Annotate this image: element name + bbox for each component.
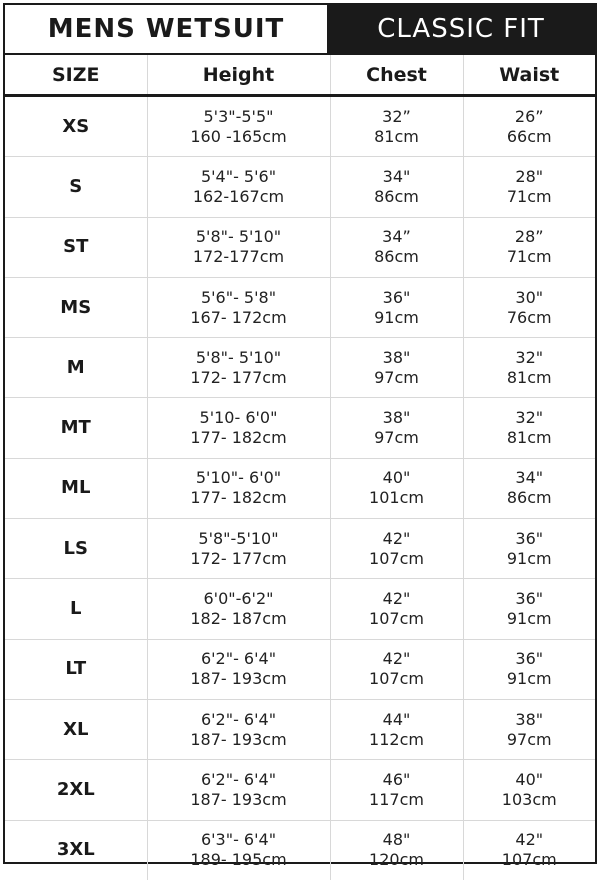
waist-centimeters: 91cm [506, 669, 552, 689]
height-inches: 5'8"-5'10" [198, 528, 279, 548]
waist-centimeters: 81cm [506, 428, 552, 448]
waist-inches: 26” [514, 106, 544, 126]
table-row [5, 338, 595, 398]
size-label: S [69, 175, 83, 197]
waist-inches: 40" [515, 769, 544, 789]
chest-centimeters: 101cm [369, 488, 424, 508]
height-centimeters: 177- 182cm [190, 488, 287, 508]
chest-centimeters: 107cm [369, 548, 424, 568]
chest-cell [330, 639, 463, 699]
size-cell [5, 760, 147, 820]
waist-centimeters: 103cm [501, 789, 557, 809]
size-label: LS [63, 537, 88, 559]
waist-cell [463, 277, 595, 337]
table-row [5, 579, 595, 639]
height-inches: 6'2"- 6'4" [200, 769, 277, 789]
waist-centimeters: 91cm [506, 609, 552, 629]
waist-inches: 36" [515, 528, 544, 548]
waist-cell [463, 338, 595, 398]
height-inches: 5'6"- 5'8" [200, 287, 277, 307]
chest-cell [330, 699, 463, 759]
height-cell [147, 398, 330, 458]
height-cell [147, 458, 330, 518]
size-label: L [70, 598, 82, 620]
waist-inches: 28” [514, 227, 544, 247]
waist-inches: 42" [515, 830, 544, 850]
waist-cell [463, 217, 595, 277]
table-body [5, 96, 595, 880]
table-row [5, 699, 595, 759]
height-inches: 6'2"- 6'4" [200, 649, 277, 669]
chest-centimeters: 112cm [369, 729, 424, 749]
waist-centimeters: 71cm [506, 247, 552, 267]
chest-cell [330, 519, 463, 579]
height-cell [147, 579, 330, 639]
height-centimeters: 189- 195cm [190, 850, 287, 870]
size-cell [5, 699, 147, 759]
height-centimeters: 182- 187cm [190, 609, 287, 629]
waist-centimeters: 71cm [506, 186, 552, 206]
chest-inches: 46" [382, 769, 411, 789]
chest-inches: 38" [382, 408, 411, 428]
waist-cell [463, 157, 595, 217]
height-centimeters: 187- 193cm [190, 789, 287, 809]
waist-inches: 34" [515, 468, 544, 488]
waist-cell [463, 760, 595, 820]
height-centimeters: 177- 182cm [190, 428, 287, 448]
size-label: 2XL [56, 778, 95, 800]
chest-cell [330, 217, 463, 277]
waist-centimeters: 76cm [506, 307, 552, 327]
height-centimeters: 172-177cm [192, 247, 285, 267]
height-cell [147, 217, 330, 277]
height-centimeters: 167- 172cm [190, 307, 287, 327]
size-label: MS [60, 296, 92, 318]
waist-cell [463, 639, 595, 699]
chest-inches: 40" [382, 468, 411, 488]
chest-cell [330, 820, 463, 880]
size-cell [5, 579, 147, 639]
height-inches: 5'3"-5'5" [203, 106, 274, 126]
size-label: M [66, 356, 85, 378]
chest-centimeters: 107cm [369, 669, 424, 689]
chest-inches: 34” [382, 227, 411, 247]
chest-cell [330, 96, 463, 157]
size-cell [5, 338, 147, 398]
table-row [5, 639, 595, 699]
table-row [5, 96, 595, 157]
table-row [5, 217, 595, 277]
chest-centimeters: 97cm [374, 367, 419, 387]
table-row [5, 519, 595, 579]
size-cell [5, 217, 147, 277]
size-cell [5, 458, 147, 518]
product-title: MENS WETSUIT [5, 5, 327, 53]
chest-centimeters: 86cm [374, 247, 419, 267]
size-cell [5, 519, 147, 579]
height-inches: 6'3"- 6'4" [200, 830, 277, 850]
chest-centimeters: 91cm [374, 307, 419, 327]
waist-cell [463, 699, 595, 759]
chest-centimeters: 86cm [374, 186, 419, 206]
waist-centimeters: 107cm [501, 850, 557, 870]
chest-inches: 42" [382, 528, 411, 548]
waist-inches: 32" [515, 408, 544, 428]
table-row [5, 820, 595, 880]
height-cell [147, 96, 330, 157]
size-label: LT [65, 658, 87, 680]
waist-centimeters: 97cm [506, 729, 552, 749]
chest-cell [330, 458, 463, 518]
height-inches: 5'8"- 5'10" [195, 227, 282, 247]
height-centimeters: 187- 193cm [190, 669, 287, 689]
chest-inches: 32” [382, 106, 411, 126]
size-cell [5, 639, 147, 699]
height-cell [147, 760, 330, 820]
waist-centimeters: 81cm [506, 367, 552, 387]
size-table [5, 55, 595, 880]
size-cell [5, 277, 147, 337]
chest-cell [330, 157, 463, 217]
waist-centimeters: 91cm [506, 548, 552, 568]
height-centimeters: 172- 177cm [190, 367, 287, 387]
waist-inches: 36" [515, 649, 544, 669]
table-row [5, 157, 595, 217]
size-cell [5, 820, 147, 880]
chest-inches: 44" [382, 709, 411, 729]
height-cell [147, 519, 330, 579]
size-label: ML [61, 477, 91, 499]
height-inches: 6'2"- 6'4" [200, 709, 277, 729]
chest-cell [330, 760, 463, 820]
chest-cell [330, 277, 463, 337]
height-centimeters: 187- 193cm [190, 729, 287, 749]
chest-centimeters: 107cm [369, 609, 424, 629]
chest-cell [330, 398, 463, 458]
size-label: XS [62, 115, 90, 137]
height-cell [147, 157, 330, 217]
chest-cell [330, 579, 463, 639]
height-cell [147, 338, 330, 398]
chest-cell [330, 338, 463, 398]
height-cell [147, 820, 330, 880]
height-cell [147, 277, 330, 337]
size-cell [5, 157, 147, 217]
chest-centimeters: 117cm [369, 789, 424, 809]
column-header-waist: Waist [463, 55, 595, 96]
chest-centimeters: 120cm [369, 850, 424, 870]
column-header-chest: Chest [330, 55, 463, 96]
height-centimeters: 162-167cm [192, 186, 285, 206]
column-header-height: Height [147, 55, 330, 96]
waist-cell [463, 458, 595, 518]
height-inches: 5'4"- 5'6" [200, 166, 277, 186]
table-row [5, 458, 595, 518]
chest-inches: 42" [382, 649, 411, 669]
waist-cell [463, 820, 595, 880]
chest-inches: 34" [382, 166, 411, 186]
chest-centimeters: 97cm [374, 428, 419, 448]
size-label: ST [63, 236, 89, 258]
waist-centimeters: 86cm [506, 488, 552, 508]
height-centimeters: 172- 177cm [190, 548, 287, 568]
size-chart [3, 3, 597, 870]
chest-inches: 42" [382, 589, 411, 609]
chart-header [5, 5, 595, 55]
waist-cell [463, 96, 595, 157]
height-inches: 6'0"-6'2" [203, 589, 274, 609]
waist-inches: 38" [515, 709, 544, 729]
size-label: XL [63, 718, 89, 740]
height-centimeters: 160 -165cm [190, 126, 287, 146]
chest-centimeters: 81cm [374, 126, 419, 146]
waist-cell [463, 398, 595, 458]
size-label: 3XL [56, 839, 95, 861]
chest-inches: 48" [382, 830, 411, 850]
height-inches: 5'8"- 5'10" [195, 347, 282, 367]
waist-inches: 36" [515, 589, 544, 609]
table-row [5, 760, 595, 820]
size-cell [5, 96, 147, 157]
waist-cell [463, 579, 595, 639]
size-label: MT [60, 417, 91, 439]
column-header-size: SIZE [5, 55, 147, 96]
table-row [5, 277, 595, 337]
fit-title: CLASSIC FIT [327, 5, 595, 53]
chest-inches: 36" [382, 287, 411, 307]
table-row [5, 398, 595, 458]
height-inches: 5'10- 6'0" [199, 408, 278, 428]
chest-inches: 38" [382, 347, 411, 367]
waist-cell [463, 519, 595, 579]
height-inches: 5'10"- 6'0" [195, 468, 282, 488]
waist-centimeters: 66cm [506, 126, 552, 146]
height-cell [147, 699, 330, 759]
waist-inches: 32" [515, 347, 544, 367]
waist-inches: 28" [515, 166, 544, 186]
table-header-row [5, 55, 595, 96]
waist-inches: 30" [515, 287, 544, 307]
height-cell [147, 639, 330, 699]
size-cell [5, 398, 147, 458]
